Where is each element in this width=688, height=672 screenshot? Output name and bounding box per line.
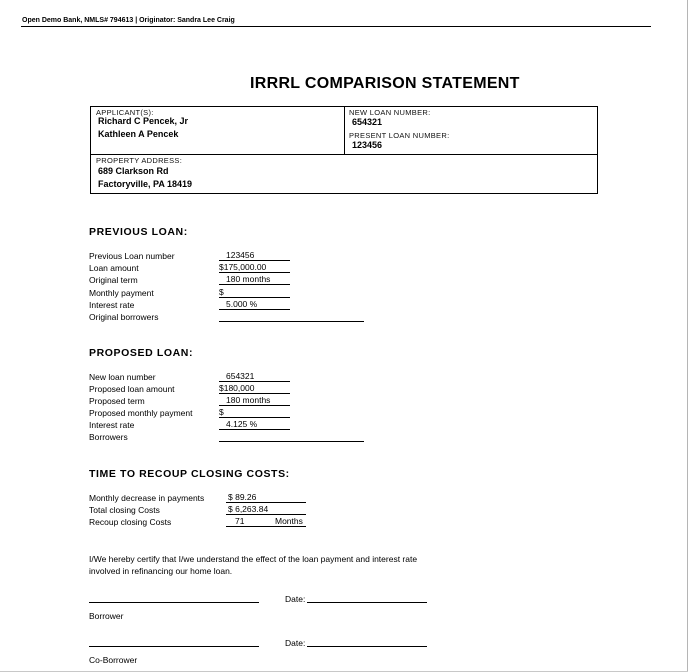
prev-original-term-value: 180 months	[226, 274, 271, 284]
proposed-monthly-payment-value: $	[219, 407, 224, 417]
applicant-2-name: Kathleen A Pencek	[98, 129, 179, 139]
proposed-term-value: 180 months	[226, 395, 271, 405]
proposed-loan-amount-value: $180,000	[219, 383, 255, 393]
recoup-heading: TIME TO RECOUP CLOSING COSTS:	[89, 468, 290, 480]
applicant-info-box	[90, 106, 598, 194]
prev-loan-amount-label: Loan amount	[89, 263, 139, 273]
prev-monthly-payment-label: Monthly payment	[89, 288, 154, 298]
info-box-vertical-divider	[344, 107, 345, 155]
page-title: IRRRL COMPARISON STATEMENT	[250, 75, 520, 92]
prev-loan-number-label: Previous Loan number	[89, 251, 175, 261]
proposed-interest-rate-label: Interest rate	[89, 420, 135, 430]
total-closing-costs-label: Total closing Costs	[89, 505, 160, 515]
proposed-term-line	[219, 405, 290, 406]
previous-loan-heading: PREVIOUS LOAN:	[89, 226, 188, 238]
prev-original-borrowers-label: Original borrowers	[89, 312, 159, 322]
prev-loan-number-value: 123456	[226, 250, 255, 260]
total-closing-costs-line	[226, 514, 306, 515]
total-closing-costs-value: $ 6,263.84	[228, 504, 269, 514]
prev-original-borrowers-line	[219, 321, 364, 322]
property-address-line-1: 689 Clarkson Rd	[98, 166, 169, 176]
prev-interest-rate-value: 5.000 %	[226, 299, 258, 309]
proposed-loan-amount-line	[219, 393, 290, 394]
proposed-term-label: Proposed term	[89, 396, 145, 406]
certification-line-1: I/We hereby certify that I/we understand the effect of the loan payment and interest rate	[89, 554, 418, 564]
borrower-signature-line[interactable]	[89, 602, 259, 603]
borrower-label: Borrower	[89, 611, 124, 621]
property-caption: PROPERTY ADDRESS:	[96, 156, 183, 165]
prev-original-term-label: Original term	[89, 275, 138, 285]
prev-loan-number-line	[219, 260, 290, 261]
prev-loan-amount-value: $175,000.00	[219, 262, 267, 272]
present-loan-number: 123456	[352, 140, 383, 150]
proposed-monthly-payment-label: Proposed monthly payment	[89, 408, 193, 418]
property-address-line-2: Factoryville, PA 18419	[98, 179, 193, 189]
prev-loan-amount-line	[219, 272, 290, 273]
monthly-decrease-value: $ 89.26	[228, 492, 257, 502]
present-loan-caption: PRESENT LOAN NUMBER:	[349, 131, 450, 140]
proposed-loan-heading: PROPOSED LOAN:	[89, 347, 194, 359]
borrowers-label: Borrowers	[89, 432, 128, 442]
coborrower-date-label: Date:	[285, 638, 306, 648]
certification-line-2: involved in refinancing our home loan.	[89, 566, 233, 576]
monthly-decrease-line	[226, 502, 306, 503]
prev-monthly-payment-value: $	[219, 287, 224, 297]
recoup-closing-costs-line	[226, 526, 306, 527]
proposed-monthly-payment-line	[219, 417, 290, 418]
prev-interest-rate-line	[219, 309, 290, 310]
proposed-interest-rate-value: 4.125 %	[226, 419, 258, 429]
prev-monthly-payment-line	[219, 297, 290, 298]
header-org-line: Open Demo Bank, NMLS# 794613 | Originator: Sandra Lee Craig	[22, 17, 235, 24]
borrower-date-label: Date:	[285, 594, 306, 604]
info-box-horizontal-divider	[91, 154, 597, 155]
coborrower-label: Co-Borrower	[89, 655, 138, 665]
prev-original-term-line	[219, 284, 290, 285]
borrower-date-line[interactable]	[307, 602, 427, 603]
new-loan-number-line	[219, 381, 290, 382]
monthly-decrease-label: Monthly decrease in payments	[89, 493, 205, 503]
new-loan-number-value: 654321	[226, 371, 255, 381]
recoup-closing-costs-value: 71	[235, 516, 245, 526]
coborrower-date-line[interactable]	[307, 646, 427, 647]
prev-interest-rate-label: Interest rate	[89, 300, 135, 310]
header-rule	[21, 26, 651, 27]
proposed-loan-amount-label: Proposed loan amount	[89, 384, 175, 394]
recoup-closing-costs-label: Recoup closing Costs	[89, 517, 172, 527]
coborrower-signature-line[interactable]	[89, 646, 259, 647]
new-loan-caption: NEW LOAN NUMBER:	[349, 108, 431, 117]
recoup-closing-costs-unit: Months	[275, 516, 303, 526]
borrowers-line	[219, 441, 364, 442]
proposed-interest-rate-line	[219, 429, 290, 430]
applicants-caption: APPLICANT(S):	[96, 108, 154, 117]
new-loan-number: 654321	[352, 117, 383, 127]
applicant-1-name: Richard C Pencek, Jr	[98, 116, 189, 126]
new-loan-number-label: New loan number	[89, 372, 156, 382]
